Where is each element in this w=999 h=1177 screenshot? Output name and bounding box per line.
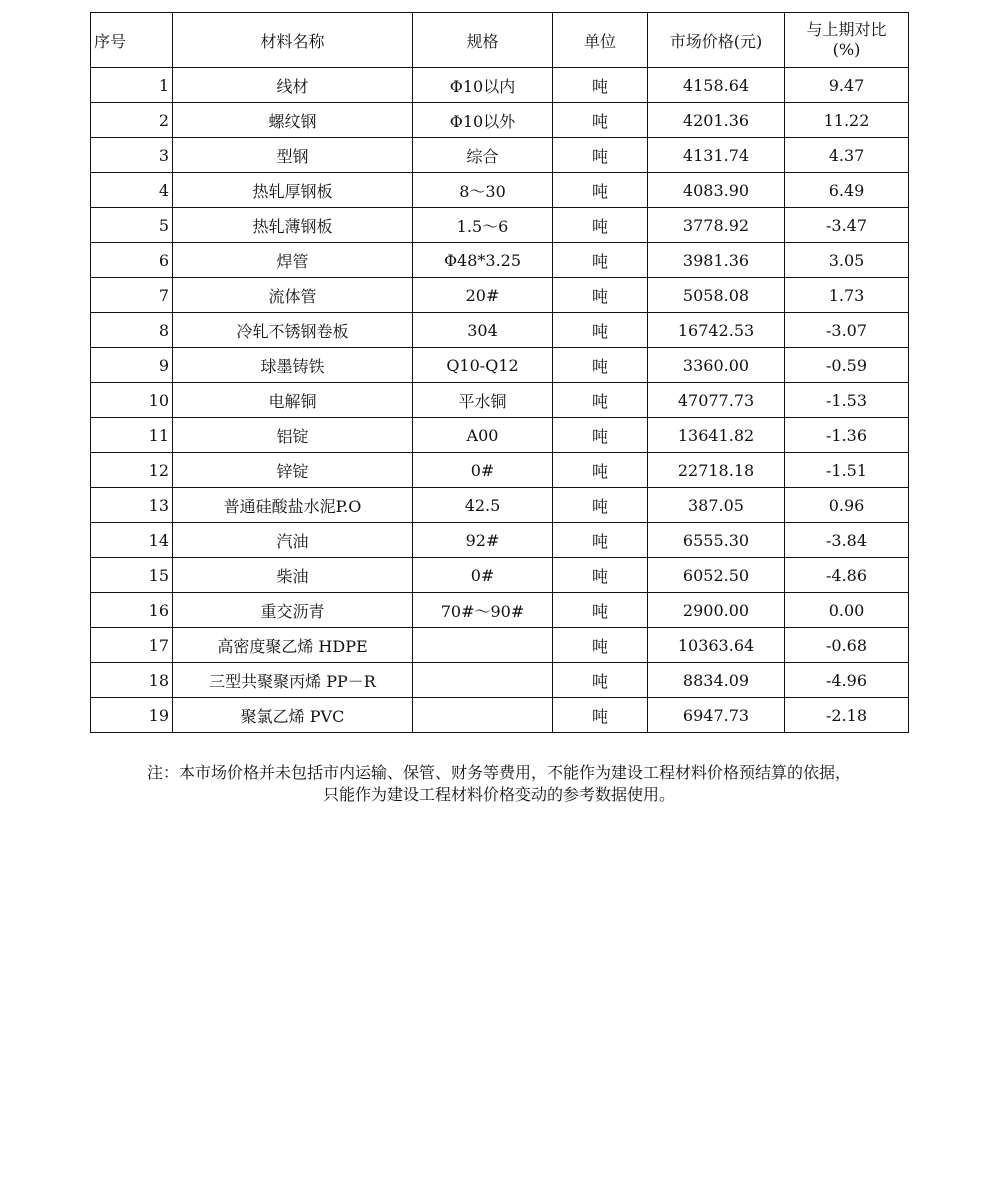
cell-name: 普通硅酸盐水泥P.O (173, 488, 413, 523)
cell-no: 2 (91, 103, 173, 138)
cell-unit: 吨 (553, 243, 648, 278)
cell-no: 19 (91, 698, 173, 733)
cell-price: 4201.36 (648, 103, 785, 138)
table-row (91, 68, 909, 103)
cell-spec (413, 698, 553, 733)
cell-spec: Φ10以内 (413, 68, 553, 103)
cell-price: 3360.00 (648, 348, 785, 383)
table-row (91, 418, 909, 453)
cell-change: 11.22 (785, 103, 909, 138)
cell-change: -4.86 (785, 558, 909, 593)
cell-price: 6555.30 (648, 523, 785, 558)
cell-no: 14 (91, 523, 173, 558)
header-row (91, 13, 909, 68)
cell-spec: 304 (413, 313, 553, 348)
cell-price: 8834.09 (648, 663, 785, 698)
cell-no: 7 (91, 278, 173, 313)
cell-name: 电解铜 (173, 383, 413, 418)
cell-no: 18 (91, 663, 173, 698)
cell-spec: Φ48*3.25 (413, 243, 553, 278)
cell-spec: 综合 (413, 138, 553, 173)
cell-change: 0.00 (785, 593, 909, 628)
cell-change: 3.05 (785, 243, 909, 278)
cell-unit: 吨 (553, 103, 648, 138)
header-spec: 规格 (413, 13, 553, 68)
cell-change: 1.73 (785, 278, 909, 313)
cell-price: 4083.90 (648, 173, 785, 208)
cell-unit: 吨 (553, 138, 648, 173)
table-row (91, 453, 909, 488)
cell-name: 铝锭 (173, 418, 413, 453)
cell-spec: Φ10以外 (413, 103, 553, 138)
cell-price: 6052.50 (648, 558, 785, 593)
cell-unit: 吨 (553, 453, 648, 488)
footnote-line-2: 只能作为建设工程材料价格变动的参考数据使用。 (322, 785, 675, 804)
cell-name: 柴油 (173, 558, 413, 593)
cell-no: 4 (91, 173, 173, 208)
table-row (91, 523, 909, 558)
cell-name: 球墨铸铁 (173, 348, 413, 383)
table-row (91, 628, 909, 663)
table-row (91, 173, 909, 208)
cell-change: -1.51 (785, 453, 909, 488)
cell-no: 13 (91, 488, 173, 523)
cell-unit: 吨 (553, 313, 648, 348)
cell-name: 热轧厚钢板 (173, 173, 413, 208)
cell-spec (413, 663, 553, 698)
cell-spec: 0# (413, 558, 553, 593)
cell-price: 2900.00 (648, 593, 785, 628)
cell-unit: 吨 (553, 68, 648, 103)
cell-unit: 吨 (553, 558, 648, 593)
cell-unit: 吨 (553, 348, 648, 383)
cell-name: 焊管 (173, 243, 413, 278)
cell-no: 6 (91, 243, 173, 278)
table-row (91, 138, 909, 173)
table-row (91, 663, 909, 698)
cell-no: 11 (91, 418, 173, 453)
cell-name: 冷轧不锈钢卷板 (173, 313, 413, 348)
cell-change: -0.59 (785, 348, 909, 383)
cell-unit: 吨 (553, 628, 648, 663)
cell-no: 15 (91, 558, 173, 593)
cell-spec: 1.5～6 (413, 208, 553, 243)
cell-no: 16 (91, 593, 173, 628)
cell-change: -4.96 (785, 663, 909, 698)
cell-spec: 0# (413, 453, 553, 488)
cell-change: -1.53 (785, 383, 909, 418)
cell-spec: 8～30 (413, 173, 553, 208)
table-row (91, 313, 909, 348)
table-row (91, 698, 909, 733)
cell-name: 锌锭 (173, 453, 413, 488)
cell-unit: 吨 (553, 278, 648, 313)
cell-spec: 70#～90# (413, 593, 553, 628)
footnote (90, 762, 908, 806)
cell-unit: 吨 (553, 208, 648, 243)
cell-name: 热轧薄钢板 (173, 208, 413, 243)
cell-unit: 吨 (553, 663, 648, 698)
header-change-line1: 与上期对比 (806, 20, 887, 39)
cell-change: -3.84 (785, 523, 909, 558)
cell-change: 6.49 (785, 173, 909, 208)
cell-spec: 42.5 (413, 488, 553, 523)
table-row (91, 278, 909, 313)
cell-change: -3.07 (785, 313, 909, 348)
cell-spec: A00 (413, 418, 553, 453)
cell-change: -3.47 (785, 208, 909, 243)
cell-price: 16742.53 (648, 313, 785, 348)
cell-name: 重交沥青 (173, 593, 413, 628)
cell-name: 螺纹钢 (173, 103, 413, 138)
table-row (91, 593, 909, 628)
cell-price: 13641.82 (648, 418, 785, 453)
cell-change: -1.36 (785, 418, 909, 453)
table-row (91, 348, 909, 383)
table-row (91, 558, 909, 593)
cell-price: 4158.64 (648, 68, 785, 103)
cell-price: 3778.92 (648, 208, 785, 243)
cell-spec (413, 628, 553, 663)
cell-name: 聚氯乙烯 PVC (173, 698, 413, 733)
cell-change: 4.37 (785, 138, 909, 173)
cell-change: 0.96 (785, 488, 909, 523)
cell-price: 3981.36 (648, 243, 785, 278)
cell-unit: 吨 (553, 593, 648, 628)
cell-unit: 吨 (553, 173, 648, 208)
cell-name: 型钢 (173, 138, 413, 173)
header-unit: 单位 (553, 13, 648, 68)
header-change-line2: (%) (832, 40, 861, 59)
header-name: 材料名称 (173, 13, 413, 68)
footnote-line-1: 注：本市场价格并未包括市内运输、保管、财务等费用，不能作为建设工程材料价格预结算的依据， (146, 763, 851, 782)
header-price: 市场价格(元) (648, 13, 785, 68)
cell-unit: 吨 (553, 383, 648, 418)
cell-unit: 吨 (553, 488, 648, 523)
cell-no: 1 (91, 68, 173, 103)
header-change (785, 13, 909, 68)
cell-name: 三型共聚聚丙烯 PP－R (173, 663, 413, 698)
cell-spec: 92# (413, 523, 553, 558)
cell-name: 流体管 (173, 278, 413, 313)
cell-price: 47077.73 (648, 383, 785, 418)
cell-spec: 平水铜 (413, 383, 553, 418)
cell-price: 6947.73 (648, 698, 785, 733)
cell-unit: 吨 (553, 523, 648, 558)
cell-price: 10363.64 (648, 628, 785, 663)
table-row (91, 243, 909, 278)
cell-no: 3 (91, 138, 173, 173)
material-price-table (90, 12, 909, 733)
cell-unit: 吨 (553, 418, 648, 453)
cell-unit: 吨 (553, 698, 648, 733)
cell-spec: Q10-Q12 (413, 348, 553, 383)
cell-no: 5 (91, 208, 173, 243)
cell-name: 汽油 (173, 523, 413, 558)
table-row (91, 208, 909, 243)
cell-change: 9.47 (785, 68, 909, 103)
cell-change: -2.18 (785, 698, 909, 733)
cell-no: 9 (91, 348, 173, 383)
cell-no: 8 (91, 313, 173, 348)
cell-change: -0.68 (785, 628, 909, 663)
cell-price: 4131.74 (648, 138, 785, 173)
cell-no: 17 (91, 628, 173, 663)
cell-price: 387.05 (648, 488, 785, 523)
cell-price: 22718.18 (648, 453, 785, 488)
cell-price: 5058.08 (648, 278, 785, 313)
table-body (91, 68, 909, 733)
cell-no: 12 (91, 453, 173, 488)
header-no: 序号 (91, 13, 173, 68)
cell-spec: 20# (413, 278, 553, 313)
cell-name: 高密度聚乙烯 HDPE (173, 628, 413, 663)
cell-no: 10 (91, 383, 173, 418)
cell-name: 线材 (173, 68, 413, 103)
table-row (91, 383, 909, 418)
table-row (91, 103, 909, 138)
table-row (91, 488, 909, 523)
